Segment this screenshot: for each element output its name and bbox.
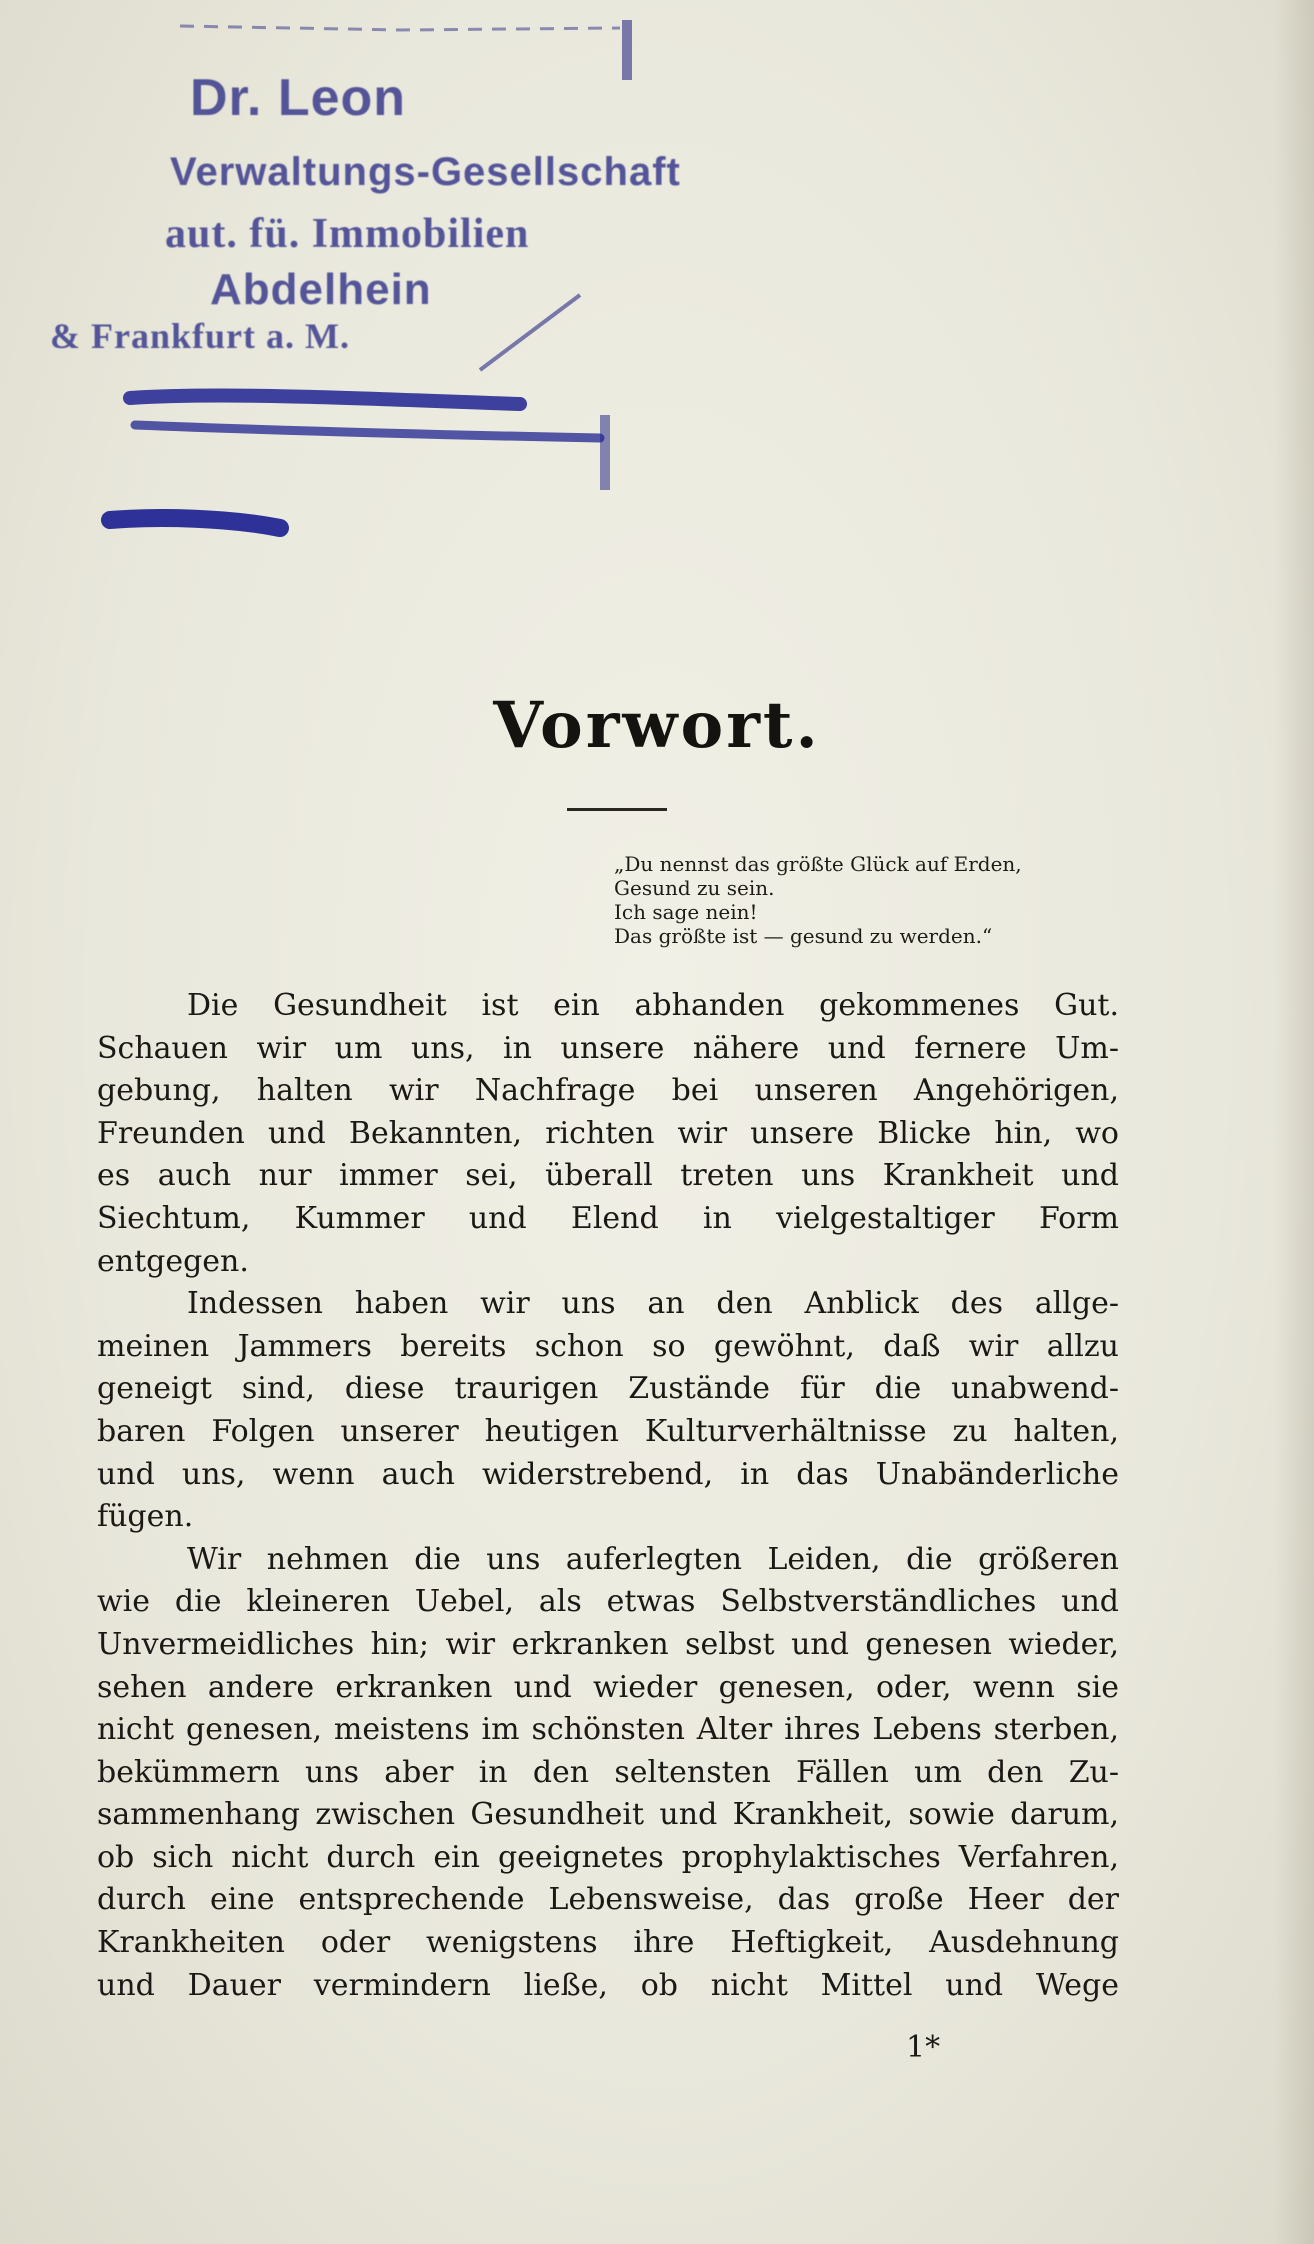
text-line: geneigt sind, diese traurigen Zustände für die unabwend- (97, 1371, 1119, 1407)
text-line: Indessen haben wir uns an den Anblick des allge- (187, 1286, 1119, 1322)
paragraph-3 (97, 1539, 1119, 2008)
epigraph (614, 852, 1134, 948)
text-line: Siechtum, Kummer und Elend in vielgestaltiger Form (97, 1200, 1119, 1236)
text-line: durch eine entsprechende Lebensweise, das große Heer der (97, 1882, 1119, 1918)
paragraph-2 (97, 1283, 1119, 1539)
text-line: sammenhang zwischen Gesundheit und Krankheit, sowie darum, (97, 1797, 1119, 1833)
epigraph-line: „Du nennst das größte Glück auf Erden, (614, 852, 1022, 876)
text-line: Freunden und Bekannten, richten wir unsere Blicke hin, wo (97, 1115, 1119, 1151)
text-line: entgegen. (97, 1243, 249, 1279)
text-line: Unvermeidliches hin; wir erkranken selbst und genesen wieder, (97, 1626, 1119, 1662)
paragraph-1 (97, 985, 1119, 1283)
text-line: sehen andere erkranken und wieder genesen, oder, wenn sie (97, 1669, 1119, 1705)
text-line: wie die kleineren Uebel, als etwas Selbstverständliches und (97, 1584, 1119, 1620)
stamp-line-4: Abdelhein (210, 265, 432, 314)
page-number: 1* (906, 2030, 941, 2065)
text-line: Wir nehmen die uns auferlegten Leiden, die größeren (187, 1541, 1119, 1577)
text-line: Krankheiten oder wenigstens ihre Heftigkeit, Ausdehnung (97, 1925, 1119, 1961)
text-line: ob sich nicht durch ein geeignetes prophylaktisches Verfahren, (97, 1839, 1119, 1875)
stamp-line-5: & Frankfurt a. M. (50, 316, 350, 356)
text-line: gebung, halten wir Nachfrage bei unseren Angehörigen, (97, 1073, 1119, 1109)
text-line: es auch nur immer sei, überall treten uns Krankheit und (97, 1158, 1119, 1194)
epigraph-line: Ich sage nein! (614, 900, 758, 924)
text-line: baren Folgen unserer heutigen Kulturverhältnisse zu halten, (97, 1413, 1119, 1449)
stamp-line-2: Verwaltungs-Gesellschaft (170, 150, 681, 194)
text-line: Die Gesundheit ist ein abhanden gekommenes Gut. (187, 988, 1119, 1023)
text-line: nicht genesen, meistens im schönsten Alter ihres Lebens sterben, (97, 1712, 1119, 1748)
epigraph-line: Das größte ist — gesund zu werden.“ (614, 924, 993, 948)
page-edge-shadow (1274, 0, 1314, 2244)
text-line: fügen. (97, 1499, 194, 1535)
text-line: und Dauer vermindern ließe, ob nicht Mittel und Wege (97, 1967, 1119, 2003)
chapter-title: Vorwort. (493, 688, 821, 763)
stamp-line-1: Dr. Leon (190, 69, 407, 127)
title-divider (567, 808, 667, 811)
text-line: Schauen wir um uns, in unsere nähere und fernere Um- (97, 1030, 1119, 1066)
text-line: und uns, wenn auch widerstrebend, in das Unabänderliche (97, 1456, 1119, 1492)
epigraph-line: Gesund zu sein. (614, 876, 775, 900)
body-text (97, 985, 1119, 2007)
stamp-line-3: aut. fü. Immobilien (165, 211, 530, 257)
ink-stamp (50, 20, 681, 550)
text-line: bekümmern uns aber in den seltensten Fällen um den Zu- (97, 1754, 1119, 1790)
text-line: meinen Jammers bereits schon so gewöhnt, daß wir allzu (97, 1328, 1119, 1364)
